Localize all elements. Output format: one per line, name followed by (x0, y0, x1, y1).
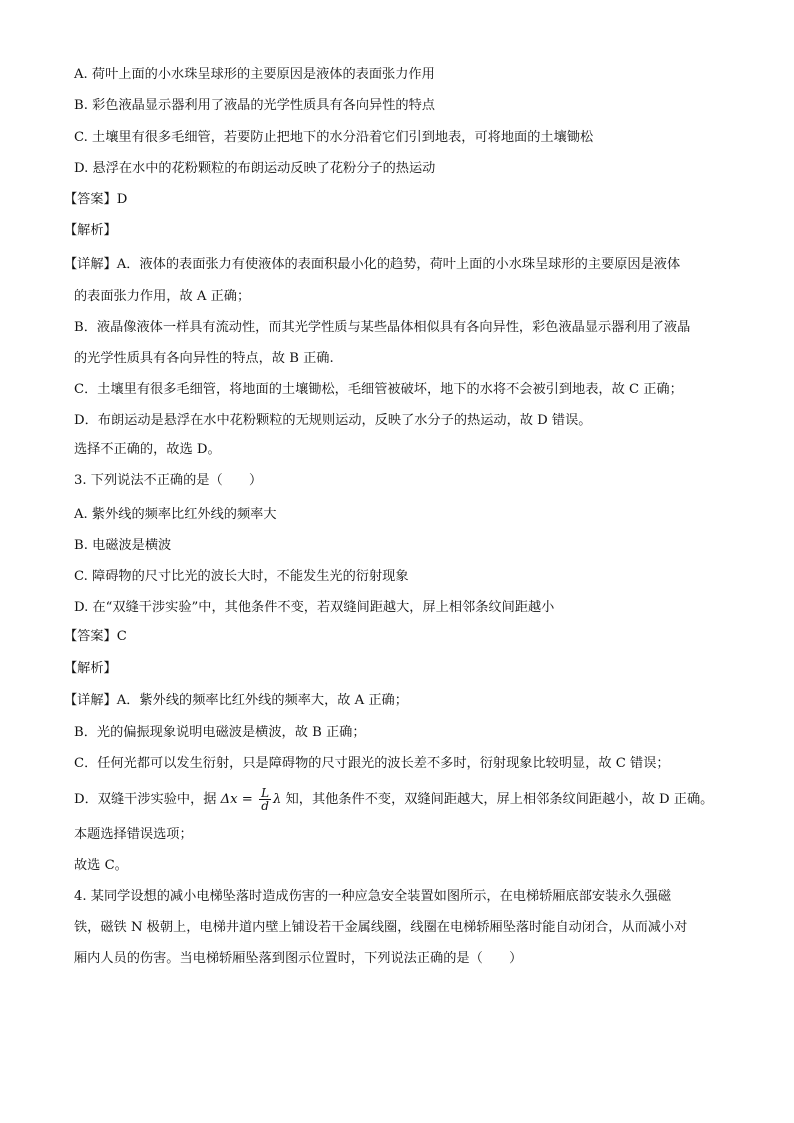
q2-detail-3: C．土壤里有很多毛细管，将地面的土壤锄松，毛细管被破坏，地下的水将不会被引到地表，故 C 正确； (74, 382, 683, 397)
q2-answer: 【答案】D (64, 192, 128, 207)
q3-option-c: C. 障碍物的尺寸比光的波长大时，不能发生光的衍射现象 (74, 569, 409, 584)
q4-stem-line-2: 铁，磁铁 N 极朝上，电梯井道内壁上铺设若干金属线圈，线圈在电梯轿厢坠落时能自动闭合，从而减小对 (74, 920, 688, 935)
q3-detail-1: 【详解】A．紫外线的频率比红外线的频率大，故 A 正确； (64, 693, 408, 708)
q2-analysis-heading: 【解析】 (64, 223, 117, 238)
q3-conclusion: 故选 C。 (74, 858, 128, 873)
formula-denominator: d (261, 799, 269, 813)
q2-option-b: B. 彩色液晶显示器利用了液晶的光学性质具有各向异性的特点 (74, 98, 435, 113)
formula-numerator: L (261, 786, 270, 800)
q4-stem-line-1: 4. 某同学设想的减小电梯坠落时造成伤害的一种应急安全装置如图所示，在电梯轿厢底部安装永久强磁 (74, 889, 672, 904)
q3-stem: 3. 下列说法不正确的是（ ） (74, 473, 263, 488)
q3-answer: 【答案】C (64, 629, 127, 644)
q3-detail-4-prefix: D．双缝干涉实验中，据 (74, 792, 217, 807)
q3-detail-4 (74, 786, 734, 814)
q2-detail-4: D．布朗运动是悬浮在水中花粉颗粒的无规则运动，反映了水分子的热运动，故 D 错误。 (74, 413, 592, 428)
q3-summary: 本题选择错误选项； (74, 827, 193, 842)
q2-detail-2b: 的光学性质具有各向异性的特点，故 B 正确. (74, 351, 334, 366)
q3-analysis-heading: 【解析】 (64, 661, 117, 676)
q3-option-d: D. 在“双缝干涉实验”中，其他条件不变，若双缝间距越大，屏上相邻条纹间距越小 (74, 600, 555, 615)
q4-stem-line-3: 厢内人员的伤害。当电梯轿厢坠落到图示位置时，下列说法正确的是（ ） (74, 951, 523, 966)
formula-fraction (259, 787, 271, 812)
q3-detail-4-suffix: 知，其他条件不变，双缝间距越大，屏上相邻条纹间距越小，故 D 正确。 (285, 792, 714, 807)
q2-option-c: C. 土壤里有很多毛细管，若要防止把地下的水分沿着它们引到地表，可将地面的土壤锄松 (74, 130, 594, 145)
q2-detail-2a: B．液晶像液体一样具有流动性，而其光学性质与某些晶体相似具有各向异性，彩色液晶显示器利用了液晶 (74, 320, 691, 335)
q3-detail-2: B．光的偏振现象说明电磁波是横波，故 B 正确； (74, 725, 366, 740)
q3-option-b: B. 电磁波是横波 (74, 538, 172, 553)
q2-conclusion: 选择不正确的，故选 D。 (74, 442, 221, 457)
q3-detail-3: C．任何光都可以发生衍射，只是障碍物的尺寸跟光的波长差不多时，衍射现象比较明显，故 C 错误； (74, 756, 670, 771)
q2-detail-1a: 【详解】A．液体的表面张力有使液体的表面积最小化的趋势，荷叶上面的小水珠呈球形的主要原因是液体 (64, 257, 681, 272)
formula-lambda: λ (273, 792, 282, 807)
formula-lhs: Δx = (220, 792, 253, 807)
q3-option-a: A. 紫外线的频率比红外线的频率大 (74, 507, 277, 522)
q2-option-d: D. 悬浮在水中的花粉颗粒的布朗运动反映了花粉分子的热运动 (74, 161, 436, 176)
q2-option-a: A. 荷叶上面的小水珠呈球形的主要原因是液体的表面张力作用 (74, 67, 435, 82)
q2-detail-1b: 的表面张力作用，故 A 正确； (74, 289, 251, 304)
